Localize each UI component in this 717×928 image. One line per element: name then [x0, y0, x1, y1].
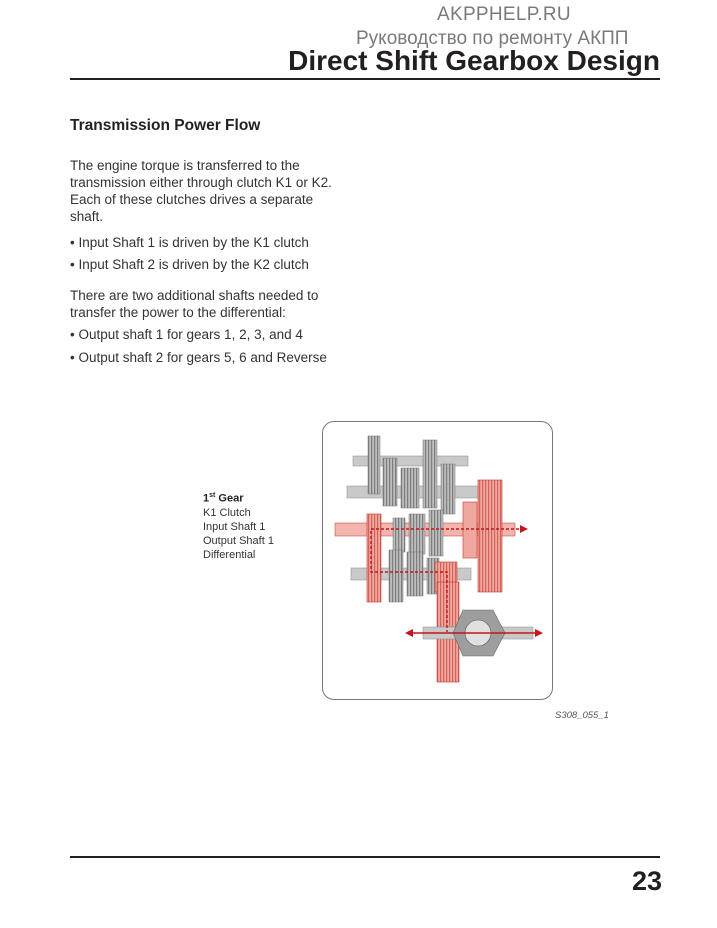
legend-item: Input Shaft 1: [203, 520, 266, 533]
bullet-output-shaft-2: • Output shaft 2 for gears 5, 6 and Reverse: [70, 350, 327, 365]
watermark-site: AKPPHELP.RU: [437, 4, 571, 25]
page-number: 23: [631, 866, 662, 896]
text-line: There are two additional shafts needed to: [70, 288, 319, 303]
paragraph-output-shafts: [70, 287, 360, 321]
arrow-left: [405, 629, 413, 637]
gear: [409, 514, 425, 554]
figure-caption: S308_055_1: [555, 710, 609, 721]
gear: [401, 468, 419, 508]
gear: [383, 458, 397, 506]
text-line: shaft.: [70, 209, 104, 224]
footer-rule: [70, 856, 660, 858]
text-line: The engine torque is transferred to the: [70, 158, 300, 173]
text-line: transfer the power to the differential:: [70, 305, 286, 320]
watermark-subtitle: Руководство по ремонту АКПП: [356, 28, 629, 49]
gear: [429, 510, 443, 556]
arrow-input: [520, 525, 528, 533]
bullet-input-shaft-2: • Input Shaft 2 is driven by the K2 clutch: [70, 257, 309, 272]
gear: [389, 550, 403, 602]
legend-item: Differential: [203, 548, 256, 561]
active-gear: [367, 514, 381, 602]
page-title: Direct Shift Gearbox Design: [288, 45, 660, 76]
text-line: transmission either through clutch K1 or K2.: [70, 175, 332, 190]
gear: [368, 436, 380, 494]
gear: [407, 552, 423, 596]
text-line: Each of these clutches drives a separate: [70, 192, 314, 207]
arrow-right: [535, 629, 543, 637]
figure-legend: [203, 489, 274, 562]
clutch-k1: [478, 480, 502, 592]
bullet-input-shaft-1: • Input Shaft 1 is driven by the K1 clutch: [70, 235, 309, 250]
gearbox-diagram: [323, 422, 552, 699]
legend-item: Output Shaft 1: [203, 534, 274, 547]
gear: [423, 440, 437, 508]
legend-item: K1 Clutch: [203, 506, 251, 519]
header-rule: [70, 78, 660, 80]
gear: [393, 518, 405, 552]
paragraph-intro: [70, 157, 360, 225]
gear: [441, 464, 455, 514]
bullet-output-shaft-1: • Output shaft 1 for gears 1, 2, 3, and 4: [70, 327, 303, 342]
legend-heading: 1st Gear: [203, 492, 244, 505]
clutch-k1-inner: [463, 502, 477, 558]
section-heading: Transmission Power Flow: [70, 117, 261, 134]
figure-frame: [322, 421, 553, 700]
